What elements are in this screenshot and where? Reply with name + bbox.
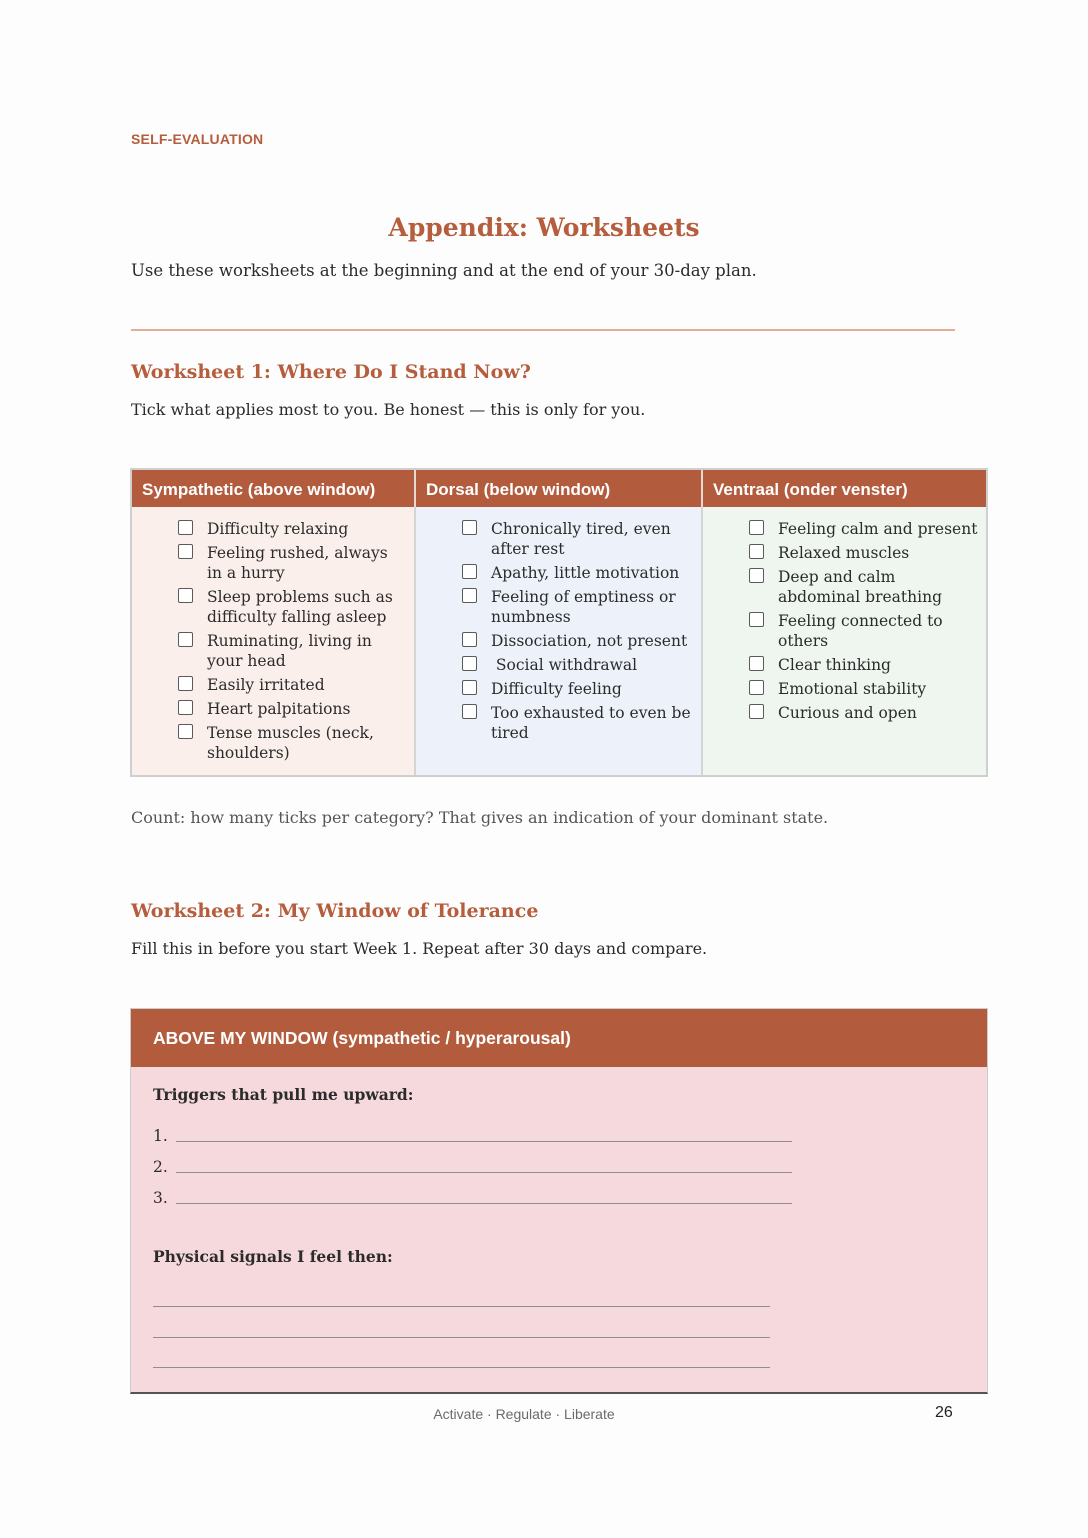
triggers-label: Triggers that pull me upward: xyxy=(153,1085,414,1104)
checkbox[interactable] xyxy=(178,632,193,647)
checkbox[interactable] xyxy=(178,724,193,739)
count-note: Count: how many ticks per category? That gives an indication of your dominant state. xyxy=(131,808,829,827)
worksheet2-heading: Worksheet 2: My Window of Tolerance xyxy=(131,900,539,922)
checkbox[interactable] xyxy=(749,544,764,559)
column-header-ventral: Ventraal (onder venster) xyxy=(701,470,986,507)
page-title: Appendix: Worksheets xyxy=(388,213,700,242)
footer-tagline: Activate · Regulate · Liberate xyxy=(433,1406,615,1422)
checkbox[interactable] xyxy=(749,680,764,695)
signals-label: Physical signals I feel then: xyxy=(153,1247,393,1266)
checklist-item[interactable]: Easily irritated xyxy=(178,675,414,695)
checkbox[interactable] xyxy=(749,656,764,671)
write-line[interactable] xyxy=(153,1337,770,1338)
write-line[interactable] xyxy=(176,1171,792,1173)
window-panel-above xyxy=(130,1008,988,1394)
checklist-item[interactable]: Difficulty feeling xyxy=(462,679,701,699)
worksheet1-heading: Worksheet 1: Where Do I Stand Now? xyxy=(131,361,531,383)
checkbox[interactable] xyxy=(749,612,764,627)
worksheet2-description: Fill this in before you start Week 1. Repeat after 30 days and compare. xyxy=(131,939,708,958)
checkbox[interactable] xyxy=(462,656,477,671)
write-line[interactable] xyxy=(153,1306,770,1307)
checklist-item[interactable]: Sleep problems such as difficulty falling asleep xyxy=(178,587,414,627)
trigger-line-2[interactable]: 2. xyxy=(153,1158,792,1176)
checkbox[interactable] xyxy=(462,588,477,603)
column-ventral xyxy=(701,507,986,775)
checklist-item[interactable]: Clear thinking xyxy=(749,655,986,675)
checkbox[interactable] xyxy=(749,568,764,583)
checklist-item[interactable]: Heart palpitations xyxy=(178,699,414,719)
checklist-item[interactable]: Apathy, little motivation xyxy=(462,563,701,583)
checklist-item[interactable]: Emotional stability xyxy=(749,679,986,699)
checklist-item[interactable]: Relaxed muscles xyxy=(749,543,986,563)
checkbox[interactable] xyxy=(462,680,477,695)
trigger-line-3[interactable]: 3. xyxy=(153,1189,792,1207)
panel-title: ABOVE MY WINDOW (sympathetic / hyperarousal) xyxy=(131,1009,987,1067)
checklist-item[interactable]: Ruminating, living in your head xyxy=(178,631,414,671)
checklist-item[interactable]: Dissociation, not present xyxy=(462,631,701,651)
checkbox[interactable] xyxy=(178,520,193,535)
column-dorsal xyxy=(414,507,701,775)
checklist-item[interactable]: Feeling connected to others xyxy=(749,611,986,651)
checklist-item[interactable]: Feeling calm and present xyxy=(749,519,986,539)
checkbox[interactable] xyxy=(462,632,477,647)
checklist-item[interactable]: Curious and open xyxy=(749,703,986,723)
checkbox[interactable] xyxy=(462,520,477,535)
checkbox[interactable] xyxy=(749,704,764,719)
page-number: 26 xyxy=(935,1404,953,1421)
checklist-item[interactable]: Deep and calm abdominal breathing xyxy=(749,567,986,607)
checklist-item[interactable]: Difficulty relaxing xyxy=(178,519,414,539)
checkbox[interactable] xyxy=(178,700,193,715)
checklist-item[interactable]: Too exhausted to even be tired xyxy=(462,703,701,743)
section-label: SELF-EVALUATION xyxy=(131,131,264,147)
write-line[interactable] xyxy=(153,1367,770,1368)
checklist-item[interactable]: Tense muscles (neck, shoulders) xyxy=(178,723,414,763)
checkbox[interactable] xyxy=(462,564,477,579)
write-line[interactable] xyxy=(176,1202,792,1204)
checklist-item[interactable]: Feeling rushed, always in a hurry xyxy=(178,543,414,583)
column-header-sympathetic: Sympathetic (above window) xyxy=(132,470,414,507)
worksheet1-table xyxy=(130,468,988,777)
column-header-dorsal: Dorsal (below window) xyxy=(414,470,701,507)
divider xyxy=(131,329,955,331)
worksheet1-description: Tick what applies most to you. Be honest — this is only for you. xyxy=(131,400,646,419)
checklist-item[interactable]: Chronically tired, even after rest xyxy=(462,519,701,559)
trigger-line-1[interactable]: 1. xyxy=(153,1127,792,1145)
checkbox[interactable] xyxy=(178,544,193,559)
checkbox[interactable] xyxy=(178,588,193,603)
write-line[interactable] xyxy=(176,1140,792,1142)
column-sympathetic xyxy=(132,507,414,775)
intro-text: Use these worksheets at the beginning and at the end of your 30-day plan. xyxy=(131,261,757,280)
checkbox[interactable] xyxy=(749,520,764,535)
checklist-item[interactable]: Social withdrawal xyxy=(462,655,701,675)
checklist-item[interactable]: Feeling of emptiness or numbness xyxy=(462,587,701,627)
checkbox[interactable] xyxy=(178,676,193,691)
checkbox[interactable] xyxy=(462,704,477,719)
